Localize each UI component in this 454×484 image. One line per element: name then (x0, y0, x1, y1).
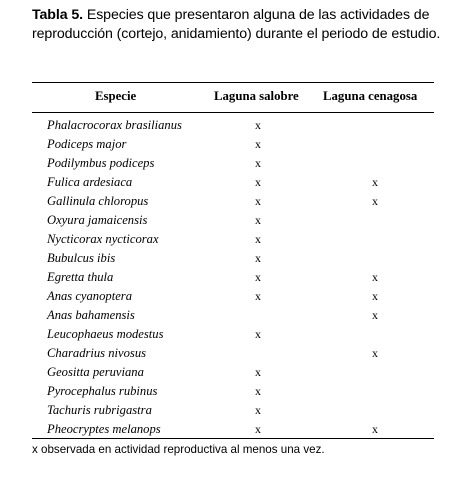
species-name: Anas cyanoptera (47, 289, 132, 303)
table-row (0, 230, 454, 249)
table-row (0, 173, 454, 192)
table-row (0, 287, 454, 306)
mark-laguna-cenagosa: x (372, 175, 378, 189)
table-top-rule (32, 82, 434, 83)
species-name: Charadrius nivosus (47, 346, 147, 360)
header-especie: Especie (95, 89, 137, 103)
table-row (0, 268, 454, 287)
table-row (0, 420, 454, 439)
mark-laguna-salobre: x (255, 175, 261, 189)
species-name: Podiceps major (47, 137, 127, 151)
mark-laguna-cenagosa: x (372, 289, 378, 303)
species-name: Pyrocephalus rubinus (47, 384, 158, 398)
mark-laguna-cenagosa: x (372, 346, 378, 360)
mark-laguna-salobre: x (255, 194, 261, 208)
species-name: Anas bahamensis (47, 308, 135, 322)
mark-laguna-salobre: x (255, 365, 261, 379)
table-footnote: x observada en actividad reproductiva al menos una vez. (32, 443, 325, 456)
table-row (0, 363, 454, 382)
mark-laguna-salobre: x (255, 403, 261, 417)
table-row (0, 154, 454, 173)
mark-laguna-salobre: x (255, 384, 261, 398)
table-row (0, 116, 454, 135)
mark-laguna-salobre: x (255, 118, 261, 132)
table-row (0, 382, 454, 401)
species-name: Pheocryptes melanops (47, 422, 161, 436)
table-row (0, 325, 454, 344)
species-name: Geositta peruviana (47, 365, 144, 379)
mark-laguna-salobre: x (255, 156, 261, 170)
mark-laguna-salobre: x (255, 137, 261, 151)
header-laguna-salobre: Laguna salobre (214, 89, 299, 103)
species-name: Podilymbus podiceps (47, 156, 155, 170)
species-name: Leucophaeus modestus (47, 327, 164, 341)
mark-laguna-salobre: x (255, 213, 261, 227)
header-laguna-cenagosa: Laguna cenagosa (323, 89, 418, 103)
species-name: Oxyura jamaicensis (47, 213, 148, 227)
table-row (0, 192, 454, 211)
mark-laguna-salobre: x (255, 327, 261, 341)
table-row (0, 211, 454, 230)
mark-laguna-cenagosa: x (372, 308, 378, 322)
mark-laguna-salobre: x (255, 232, 261, 246)
species-name: Bubulcus ibis (47, 251, 116, 265)
species-name: Nycticorax nycticorax (47, 232, 159, 246)
mark-laguna-salobre: x (255, 422, 261, 436)
mark-laguna-cenagosa: x (372, 422, 378, 436)
table-header-rule (32, 112, 434, 113)
mark-laguna-cenagosa: x (372, 194, 378, 208)
table-row (0, 135, 454, 154)
mark-laguna-cenagosa: x (372, 270, 378, 284)
species-name: Gallinula chloropus (47, 194, 149, 208)
mark-laguna-salobre: x (255, 251, 261, 265)
species-name: Egretta thula (47, 270, 114, 284)
table-row (0, 249, 454, 268)
table-row (0, 401, 454, 420)
species-name: Fulica ardesiaca (47, 175, 133, 189)
table-bottom-rule (32, 438, 434, 439)
mark-laguna-salobre: x (255, 289, 261, 303)
table-row (0, 306, 454, 325)
mark-laguna-salobre: x (255, 270, 261, 284)
table-row (0, 344, 454, 363)
table-caption-label: Tabla 5. (32, 7, 83, 23)
species-name: Phalacrocorax brasilianus (47, 118, 182, 132)
species-name: Tachuris rubrigastra (47, 403, 152, 417)
table-body (0, 116, 454, 439)
table-caption-text: Especies que presentaron alguna de las actividades de reproducción (cortejo, anidamiento) durante el periodo de estudio. (32, 7, 441, 42)
table-caption (32, 6, 442, 44)
